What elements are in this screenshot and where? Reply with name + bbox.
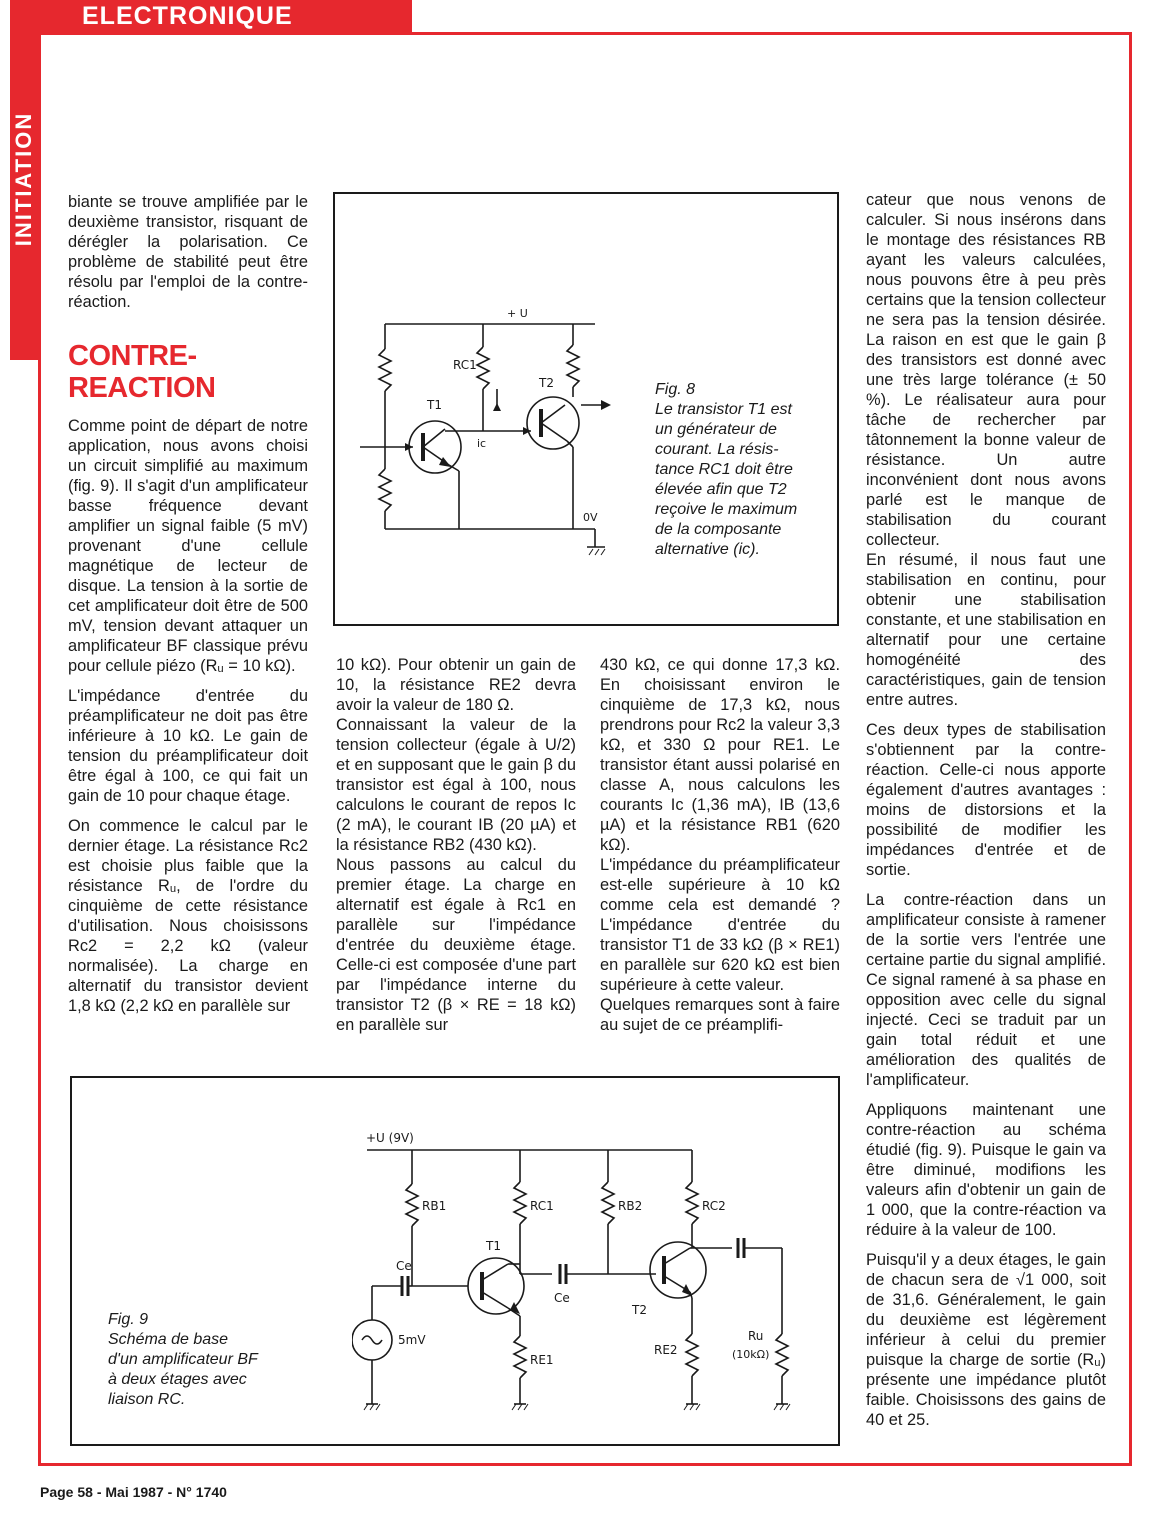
fig9-label-rc1: RC1 bbox=[530, 1199, 554, 1213]
column-2 bbox=[336, 655, 576, 1035]
figure-8 bbox=[333, 192, 839, 626]
fig9-label-ru: Ru bbox=[748, 1329, 764, 1343]
paragraph: Nous passons au calcul du premier étage. La charge en alternatif est égale à Rc1 en parallèle sur l'impédance d'entrée du deuxième étage. Celle-ci est composée d'une part par l'impédance interne du transistor T2 (β × RE = 18 kΩ) en parallèle sur bbox=[336, 856, 576, 1034]
paragraph: 10 kΩ). Pour obtenir un gain de 10, la résistance RE2 devra avoir la valeur de 180 Ω. bbox=[336, 656, 576, 714]
fig9-label-rb1: RB1 bbox=[422, 1199, 447, 1213]
section-tab bbox=[10, 0, 412, 32]
section-heading bbox=[68, 340, 308, 404]
fig9-label-ce1: Ce bbox=[396, 1259, 412, 1273]
fig8-label-0v: 0V bbox=[583, 511, 598, 524]
paragraph: En résumé, il nous faut une stabilisation en continu, pour obtenir une stabilisation constante, et une stabilisation en alternatif pour une certaine homogénéité des caractéristiques, gain de tension entre autres. bbox=[866, 551, 1106, 709]
fig9-label-ruval: (10kΩ) bbox=[732, 1348, 770, 1361]
caption-line: courant. La résis- bbox=[655, 441, 779, 458]
caption-line: Fig. 8 bbox=[655, 381, 696, 398]
fig9-label-re1: RE1 bbox=[530, 1353, 554, 1367]
caption-line: Fig. 9 bbox=[108, 1311, 149, 1328]
caption-line: reçoive le maximum bbox=[655, 501, 798, 518]
paragraph: Quelques remarques sont à faire au sujet de ce préamplifi- bbox=[600, 996, 840, 1034]
side-title: INITIATION bbox=[11, 111, 36, 247]
column-1 bbox=[68, 192, 308, 1026]
fig9-label-src: 5mV bbox=[398, 1333, 426, 1347]
fig8-circuit bbox=[355, 299, 645, 599]
paragraph: Ces deux types de stabilisation s'obtiennent par la contre-réaction. Celle-ci nous apporte également d'autres avantages : moins de distorsions et la possibilité de modifier les impédances d'entrée et de sortie. bbox=[866, 721, 1106, 879]
fig9-label-rc2: RC2 bbox=[702, 1199, 726, 1213]
section-title: ELECTRONIQUE bbox=[82, 2, 293, 30]
paragraph: On commence le calcul par le dernier étage. La résistance Rc2 est choisie plus faible que la résistance Rᵤ, de l'ordre du cinquième de cette résistance d'utilisation. Nous choisissons Rc2 = 2,2 kΩ (valeur normalisée). La charge en alternatif du transistor devient 1,8 kΩ (2,2 kΩ en parallèle sur bbox=[68, 817, 308, 1015]
paragraph: cateur que nous venons de calculer. Si nous insérons dans le montage des résistances RB ayant les valeurs calculées, nous pouvons être à peu près certains que la tension collecteur ne sera pas la tension désirée. La raison en est que le gain β des transistors est donné avec une très large tolérance (± 50 %). Le réalisateur aura pour tâche de rechercher par tâtonnement la bonne valeur de résistance. Un autre inconvénient dont nous avons parlé est le manque de stabilisation du courant collecteur. bbox=[866, 191, 1106, 549]
paragraph: L'impédance d'entrée du préamplificateur ne doit pas être inférieure à 10 kΩ. Le gain de tension du préamplificateur doit être égal à 100, ce qui fait un gain de 10 pour chaque étage. bbox=[68, 687, 308, 805]
caption-line: élevée afin que T2 bbox=[655, 481, 787, 498]
fig8-label-t2: T2 bbox=[539, 376, 554, 390]
page-footer: Page 58 - Mai 1987 - N° 1740 bbox=[40, 1484, 227, 1500]
fig8-label-t1: T1 bbox=[427, 398, 442, 412]
fig9-label-t2: T2 bbox=[632, 1303, 647, 1317]
heading-line: REACTION bbox=[68, 372, 216, 404]
paragraph: L'impédance du préamplificateur est-elle supérieure à 10 kΩ comme cela est demandé ? L'impédance d'entrée du transistor T1 de 33 kΩ (β × RE1) en parallèle sur 620 kΩ est bien supérieure à cette valeur. bbox=[600, 856, 840, 994]
caption-line: Schéma de base bbox=[108, 1331, 229, 1348]
paragraph: Appliquons maintenant une contre-réaction au schéma étudié (fig. 9). Puisque le gain va être diminué, modifions les valeurs afin d'obtenir un gain de 1 000, que la contre-réaction va réduire à la valeur de 100. bbox=[866, 1101, 1106, 1239]
fig9-label-rb2: RB2 bbox=[618, 1199, 643, 1213]
fig9-label-t1: T1 bbox=[486, 1239, 501, 1253]
fig9-label-re2: RE2 bbox=[654, 1343, 678, 1357]
paragraph: Comme point de départ de notre application, nous avons choisi un circuit simplifié au maximum (fig. 9). Il s'agit d'un amplificateur basse fréquence devant amplifier un signal faible (5 mV) provenant d'une cellule magnétique de lecteur de disque. La tension à la sortie de cet amplificateur doit être de 500 mV, tension devant attaquer un amplificateur BF classique prévu pour cellule piézo (Rᵤ = 10 kΩ). bbox=[68, 417, 308, 675]
paragraph: Connaissant la valeur de la tension collecteur (égale à U/2) et en supposant que le gain β du transistor est égal à 100, nous calculons le courant de repos Ic (2 mA), le courant IB (20 µA) et la résistance RB2 (430 kΩ). bbox=[336, 716, 576, 854]
paragraph: 430 kΩ, ce qui donne 17,3 kΩ. En choisissant environ le cinquième de 17,3 kΩ, nous prendrons pour Rc2 la valeur 3,3 kΩ, et 330 Ω pour RE1. Le transistor étant aussi polarisé en classe A, nous calculons les courants Ic (1,36 mA), IB (13,6 µA) et la résistance RB1 (620 kΩ). bbox=[600, 656, 840, 854]
fig9-label-ce2: Ce bbox=[554, 1291, 570, 1305]
caption-line: tance RC1 doit être bbox=[655, 461, 793, 478]
fig9-label-vcc: +U (9V) bbox=[366, 1131, 414, 1145]
fig9-circuit bbox=[352, 1088, 822, 1428]
fig8-label-vcc: + U bbox=[507, 307, 528, 320]
fig8-label-rc1: RC1 bbox=[453, 358, 477, 372]
side-tab bbox=[10, 0, 38, 360]
fig9-caption bbox=[108, 1310, 258, 1410]
fig8-label-ic: ic bbox=[477, 437, 487, 450]
fig8-caption bbox=[655, 380, 797, 560]
caption-line: de la composante bbox=[655, 521, 782, 538]
figure-9 bbox=[70, 1076, 840, 1446]
caption-line: alternative (ic). bbox=[655, 541, 760, 558]
caption-line: un générateur de bbox=[655, 421, 777, 438]
paragraph: Puisqu'il y a deux étages, le gain de chacun sera de √1 000, soit de 31,6. Généralement, le gain du deuxième est légèrement inférieur à celui du premier puisque la charge de sortie (Rᵤ) présente une impédance plutôt faible. Choisissons des gains de 40 et 25. bbox=[866, 1251, 1106, 1429]
heading-line: CONTRE- bbox=[68, 340, 197, 372]
column-3 bbox=[600, 655, 840, 1035]
paragraph: La contre-réaction dans un amplificateur consiste à ramener de la sortie vers l'entrée une certaine partie du signal amplifié. Ce signal ramené à sa phase en opposition avec celle du signal injecté. Ceci se traduit par un gain total réduit et une amélioration des qualités de l'amplificateur. bbox=[866, 891, 1106, 1089]
paragraph: biante se trouve amplifiée par le deuxième transistor, risquant de dérégler la polarisation. Ce problème de stabilité peut être résolu par l'emploi de la contre-réaction. bbox=[68, 193, 308, 311]
caption-line: liaison RC. bbox=[108, 1391, 186, 1408]
column-4 bbox=[866, 190, 1106, 1440]
caption-line: Le transistor T1 est bbox=[655, 401, 792, 418]
caption-line: d'un amplificateur BF bbox=[108, 1351, 258, 1368]
caption-line: à deux étages avec bbox=[108, 1371, 247, 1388]
